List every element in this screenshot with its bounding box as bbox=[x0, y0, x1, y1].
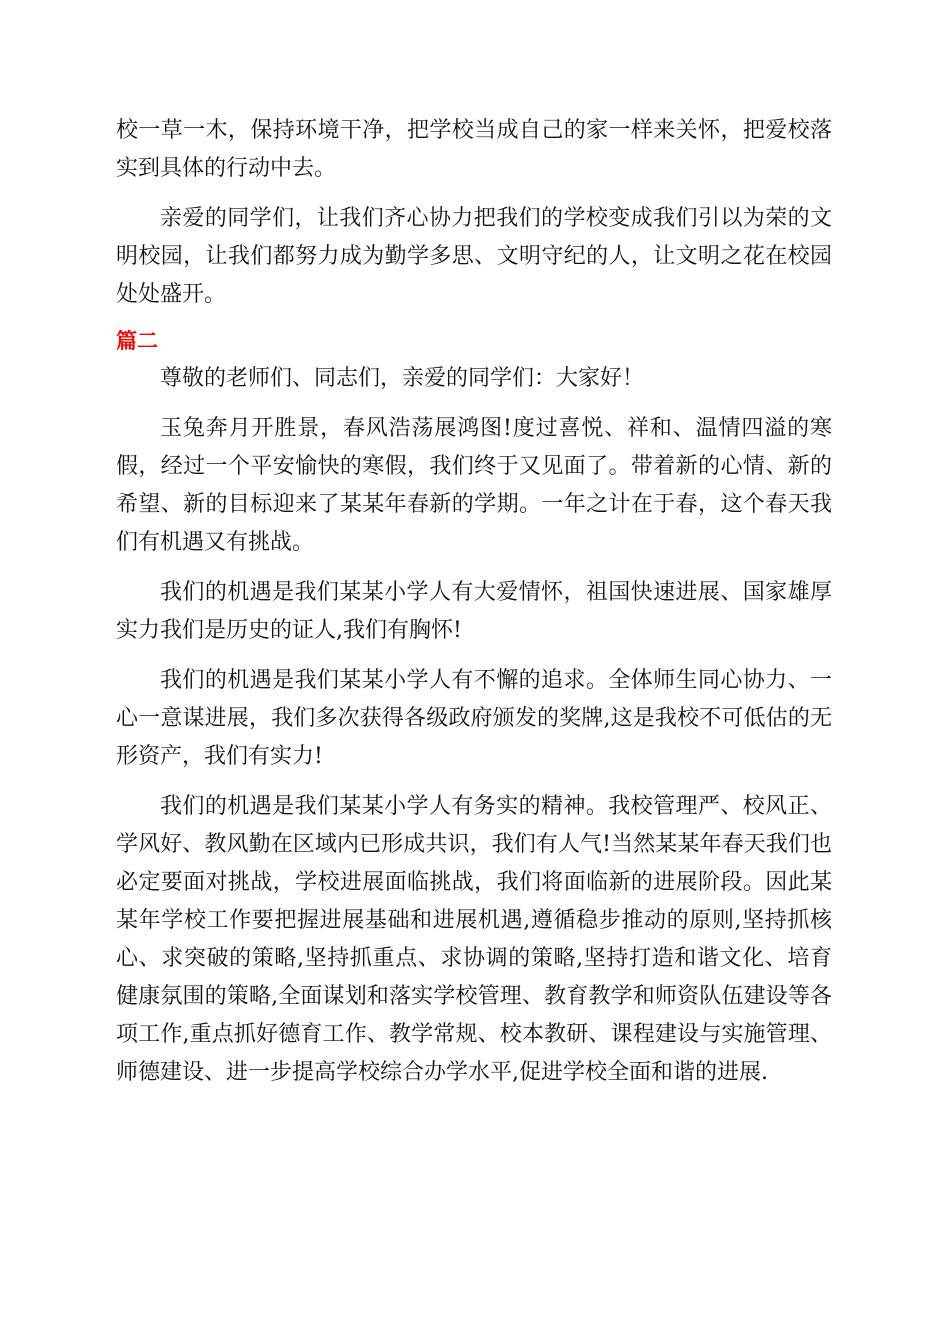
section-title: 篇二 bbox=[116, 329, 158, 353]
paragraph-opening: 玉兔奔月开胜景，春风浩荡展鸿图!度过喜悦、祥和、温情四溢的寒假，经过一个平安愉快的寒假，我们终于又见面了。带着新的心情、新的希望、新的目标迎来了某某年春新的学期。一年之计在于春，这个春天我们有机遇又有挑战。 bbox=[116, 416, 832, 555]
paragraph-opportunity-3: 我们的机遇是我们某某小学人有务实的精神。我校管理严、校风正、学风好、教风勤在区域内已形成共识，我们有人气!当然某某年春天我们也必定要面对挑战，学校进展面临挑战，我们将面临新的进展阶段。因此某某年学校工作要把握进展基础和进展机遇,遵循稳步推动的原则,坚持抓核心、求突破的策略,坚持抓重点、求协调的策略,坚持打造和谐文化、培育健康氛围的策略,全面谋划和落实学校管理、教育教学和师资队伍建设等各项工作,重点抓好德育工作、教学常规、校本教研、课程建设与实施管理、师德建设、进一步提高学校综合办学水平,促进学校全面和谐的进展. bbox=[116, 794, 832, 1085]
document-page bbox=[116, 112, 832, 1104]
paragraph-closing: 亲爱的同学们，让我们齐心协力把我们的学校变成我们引以为荣的文明校园，让我们都努力成为勤学多思、文明守纪的人，让文明之花在校园处处盛开。 bbox=[116, 206, 832, 307]
paragraph-opportunity-2: 我们的机遇是我们某某小学人有不懈的追求。全体师生同心协力、一心一意谋进展，我们多次获得各级政府颁发的奖牌,这是我校不可低估的无形资产，我们有实力! bbox=[116, 668, 832, 769]
paragraph-continuation: 校一草一木，保持环境干净，把学校当成自己的家一样来关怀，把爱校落实到具体的行动中去。 bbox=[116, 118, 832, 181]
paragraph-greeting: 尊敬的老师们、同志们，亲爱的同学们：大家好！ bbox=[160, 366, 645, 391]
paragraph-opportunity-1: 我们的机遇是我们某某小学人有大爱情怀，祖国快速进展、国家雄厚实力我们是历史的证人,我们有胸怀! bbox=[116, 580, 832, 643]
